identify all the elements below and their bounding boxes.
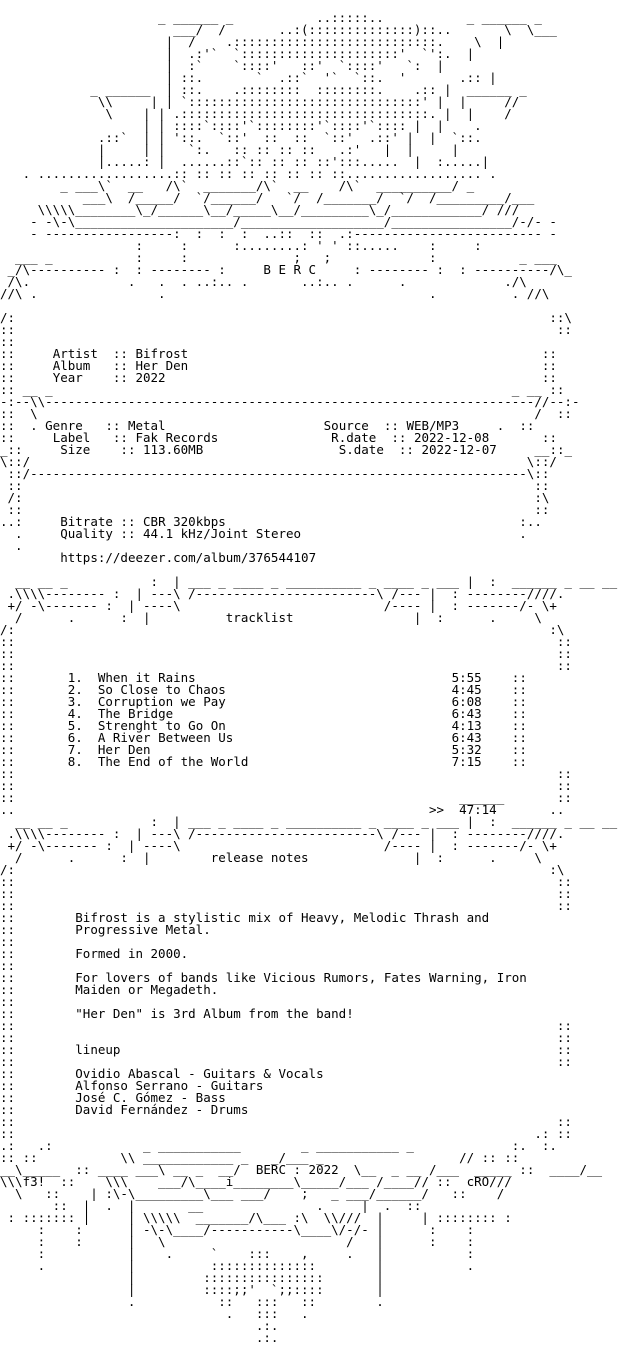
track-row: :: 5. Strenght to Go On 4:13 :: <box>0 718 527 733</box>
lineup-member: :: David Fernández - Drums <box>0 1102 249 1117</box>
tracklist-frame-mid: /: :\ :: :: :: :: :: :: <box>0 622 572 673</box>
note-line: :: Maiden or Megadeth. <box>0 982 219 997</box>
rdate-value: 2022-12-08 <box>413 430 490 445</box>
sdate-value: 2022-12-07 <box>421 442 497 457</box>
artist-label: Artist <box>52 346 98 361</box>
tracklist-frame-bottom: :: :: :: :: :: ______ :: <box>0 766 572 805</box>
track-number: 8. <box>67 754 83 769</box>
notes-spacer: :: :: :: :: <box>0 1018 572 1045</box>
track-number: 1. <box>67 670 83 685</box>
lineup-text: Alfonso Serrano - Guitars <box>75 1078 264 1093</box>
footer-credit: BERC : 2022 <box>255 1162 339 1177</box>
note-text: Progressive Metal. <box>75 922 211 937</box>
box-border: /: ::\ :: :: :: <box>0 310 572 349</box>
rdate-label: R.date <box>331 430 377 445</box>
track-number: 5. <box>67 718 83 733</box>
track-title: The Bridge <box>97 706 174 721</box>
bitrate-label: Bitrate <box>60 514 113 529</box>
divider-art-2: \::/ \::/ ::/------------------------------------------------------------------\:: :: :: /: :\ :: :: <box>0 454 557 517</box>
total-time: 47:14 <box>459 802 497 817</box>
note-line: :: "Her Den" is 3rd Album from the band! <box>0 1006 354 1021</box>
track-number: 2. <box>67 682 83 697</box>
track-title: Her Den <box>97 742 151 757</box>
bitrate-value: CBR 320kbps <box>143 514 226 529</box>
track-title: Strenght to Go On <box>97 718 226 733</box>
track-title: A River Between Us <box>97 730 234 745</box>
track-time: 7:15 <box>451 754 482 769</box>
track-row: :: 8. The End of the World 7:15 :: <box>0 754 527 769</box>
track-row: :: 1. When it Rains 5:55 :: <box>0 670 527 685</box>
track-row: :: 2. So Close to Chaos 4:45 :: <box>0 682 527 697</box>
quality-value: 44.1 kHz/Joint Stereo <box>143 526 302 541</box>
spacer: . <box>0 538 23 553</box>
lineup-member: :: Alfonso Serrano - Guitars <box>0 1078 264 1093</box>
source-label: Source <box>323 418 369 433</box>
track-time: 4:45 <box>451 682 482 697</box>
track-row: :: 7. Her Den 5:32 :: <box>0 742 527 757</box>
track-time: 6:43 <box>451 730 482 745</box>
source-value: WEB/MP3 <box>406 418 460 433</box>
note-line: :: Formed in 2000. <box>0 946 189 961</box>
label-label: Label <box>52 430 91 445</box>
note-text: Formed in 2000. <box>75 946 189 961</box>
lineup-text: David Fernández - Drums <box>75 1102 249 1117</box>
release-notes-heading: release notes <box>210 850 309 865</box>
total-time-row: .. >> 47:14 .. <box>0 802 565 817</box>
url-row <box>0 552 640 564</box>
genre-label: Genre <box>45 418 83 433</box>
note-line: :: For lovers of bands like Vicious Rumors, Fates Warning, Iron <box>0 970 527 985</box>
bitrate-row: ..: Bitrate :: CBR 320kbps :.. <box>0 514 542 529</box>
artist-value: Bifrost <box>135 346 189 361</box>
lineup-text: Ovidio Abascal - Guitars & Vocals <box>75 1066 324 1081</box>
note-text: Bifrost is a stylistic mix of Heavy, Melodic Thrash and <box>75 910 490 925</box>
track-title: Corruption we Pay <box>97 694 226 709</box>
track-number: 6. <box>67 730 83 745</box>
footer-tag-right: cRO <box>466 1174 490 1189</box>
track-number: 4. <box>67 706 83 721</box>
track-list <box>0 672 640 768</box>
note-line: :: Progressive Metal. <box>0 922 211 937</box>
track-time: 4:13 <box>451 718 482 733</box>
track-time: 5:55 <box>451 670 482 685</box>
lineup-heading-row: :: lineup :: <box>0 1042 572 1057</box>
album-url: https://deezer.com/album/376544107 <box>60 550 317 565</box>
notes-frame-top: __ __ _ : | ___ _ ____ _ __________ _ ____ _ ___ | : ______ _ __ __ .\\\\-------- : | ---\ /------------------------\ /--- | : --------////. +/ -\------- : | ----\ /---- | : -------/- \+ <box>7 814 618 853</box>
notes-heading-row: / . : | release notes | : . \ <box>0 850 542 865</box>
track-title: When it Rains <box>97 670 196 685</box>
album-row: :: Album :: Her Den :: <box>0 358 557 373</box>
note-line: :: <box>0 934 76 949</box>
note-line: :: Bifrost is a stylistic mix of Heavy, Melodic Thrash and <box>0 910 490 925</box>
genre-row: :: . Genre :: Metal Source :: WEB/MP3 . :: <box>0 418 535 433</box>
track-time: 6:08 <box>451 694 482 709</box>
footer-tag-left: f3! <box>22 1174 46 1189</box>
artist-row: :: Artist :: Bifrost :: <box>0 346 557 361</box>
tracklist-heading-row: / . : | tracklist | : . \ <box>0 610 542 625</box>
size-value: 113.60MB <box>143 442 204 457</box>
size-label: Size <box>60 442 91 457</box>
sdate-label: S.date <box>338 442 384 457</box>
year-label: Year <box>52 370 83 385</box>
lineup-member: :: Ovidio Abascal - Guitars & Vocals <box>0 1066 324 1081</box>
tracklist-frame-top: __ __ _ : | ___ _ ____ _ __________ _ ____ _ ___ | : ______ _ __ __ .\\\\-------- : | ---\ /------------------------\ /--- | : --------////. +/ -\------- : | ----\ /---- | : -------/- \+ <box>7 574 618 613</box>
lineup-list <box>0 1068 640 1116</box>
label-value: Fak Records <box>135 430 219 445</box>
lineup-text: José C. Gómez - Bass <box>75 1090 226 1105</box>
label-row: :: Label :: Fak Records R.date :: 2022-12-08 :: <box>0 430 557 445</box>
footer-tag-row: \\\f3! :: \\\ ___/\____i________\_____/___ /____// :: cRO/// <box>0 1174 512 1189</box>
track-row: :: 4. The Bridge 6:43 :: <box>0 706 527 721</box>
size-row: _:: Size :: 113.60MB S.date :: 2022-12-07 __::_ <box>0 442 573 457</box>
year-row: :: Year :: 2022 :: <box>0 370 557 385</box>
header-ascii-art: _ ______ _ ..:::::.. _ ______ _ ___/ / ..:(::::::::::::::)::.. \ \___ | / .:::::::::::::::::::::::::::. \ | | .:'` `:::::::::::::::::::::' `':. | | :` `::::' ::' `::::' `: | | ::. ` .::` '` `::. ' .:: | _ ______ | ::. .:::::::: ::::::::. .:: | ______ _ \\ | | `:::::::::::::::::::::::::::::::' | | // \ | | .:::::::::::::::::::::::::::::::::. | | / | | ::::`::::'`::::::::'`::::'`:::: | | . .::` | | '::. `::' :: :: `::' .::' | | `::. | | | `:. :: :: :: :: .:' | | | |.....: | ......::`:: :: :: ::':::..... | :.....| . ..................:: :: :: :: :: :: :: ::.................. . _ ___\` __ /\` _______/\` __ /\` __________/ _ ___\ /_____/ `/______/ `/ /_______/ `/ /_________/___ \\\\\________\_/______\__/_____\__/_________\_/____________/ /// - -\-\_____________________/___________________/________________/-/- - - -----------------: : : : ..:: :: .:------------------------- - : : :........: ' ' ::..... : : ___ _ : : ; ; : _ ___ _/\---------- : : -------- : B E R C : -------- : : ----------/\_ /\. . . . ..:.. . ..:.. . . ./\ //\ . . . . //\ <box>0 10 572 301</box>
year-value: 2022 <box>135 370 166 385</box>
lineup-spacer: :: :: <box>0 1054 572 1069</box>
note-line: :: <box>0 994 76 1009</box>
track-time: 5:32 <box>451 742 482 757</box>
quality-row: . Quality :: 44.1 kHz/Joint Stereo . <box>0 526 527 541</box>
track-number: 7. <box>67 742 83 757</box>
track-row: :: 3. Corruption we Pay 6:08 :: <box>0 694 527 709</box>
album-value: Her Den <box>135 358 189 373</box>
track-time: 6:43 <box>451 706 482 721</box>
divider-art: :: __ _ _ __ :: -:--\\-----------------------------------------------------------------//--:- :: \ / :: <box>0 382 580 421</box>
release-notes <box>0 912 640 1020</box>
tracklist-heading: tracklist <box>225 610 294 625</box>
footer-credit-row: __\_____ :: ____ ___\ __ _ __/ BERC : 2022 \__ _ __ /___ _____ :: ____/__ <box>0 1162 603 1177</box>
footer-ascii-art: \ :: | :\-\_________\___ ___/ ; _ ___/______/ :: / :: | . | __ . | . :: : ::::::: | | \\\\\ _______/\___ :\ \\/// | | :::::::: : : : | -\-\____/-----------\____\/-/- | : : : : | \ / | : : : | . ` ::: , . | : . | :::::::::::::: | . | :::::::::::::::: | | ::::;;' `;;:::: | . :: ::: :: . . ::: . .:. .:. <box>7 1186 512 1345</box>
footer-art-top: :: :: :: .: :: .: .: _ ___________ _ ___________ _ :. :. :: :: \\ ____________ _ _/___ _ // :: :: <box>0 1114 572 1165</box>
note-text: "Her Den" is 3rd Album from the band! <box>75 1006 354 1021</box>
lineup-heading: lineup <box>75 1042 121 1057</box>
track-row: :: 6. A River Between Us 6:43 :: <box>0 730 527 745</box>
note-line: :: <box>0 958 76 973</box>
track-title: So Close to Chaos <box>97 682 226 697</box>
track-title: The End of the World <box>97 754 249 769</box>
genre-value: Metal <box>127 418 166 433</box>
quality-label: Quality <box>60 526 113 541</box>
track-number: 3. <box>67 694 83 709</box>
lineup-member: :: José C. Gómez - Bass <box>0 1090 226 1105</box>
notes-frame-mid: /: :\ :: :: :: :: :: :: <box>0 862 572 913</box>
note-text: For lovers of bands like Vicious Rumors, Fates Warning, Iron <box>75 970 527 985</box>
album-label: Album <box>52 358 91 373</box>
note-text: Maiden or Megadeth. <box>75 982 219 997</box>
